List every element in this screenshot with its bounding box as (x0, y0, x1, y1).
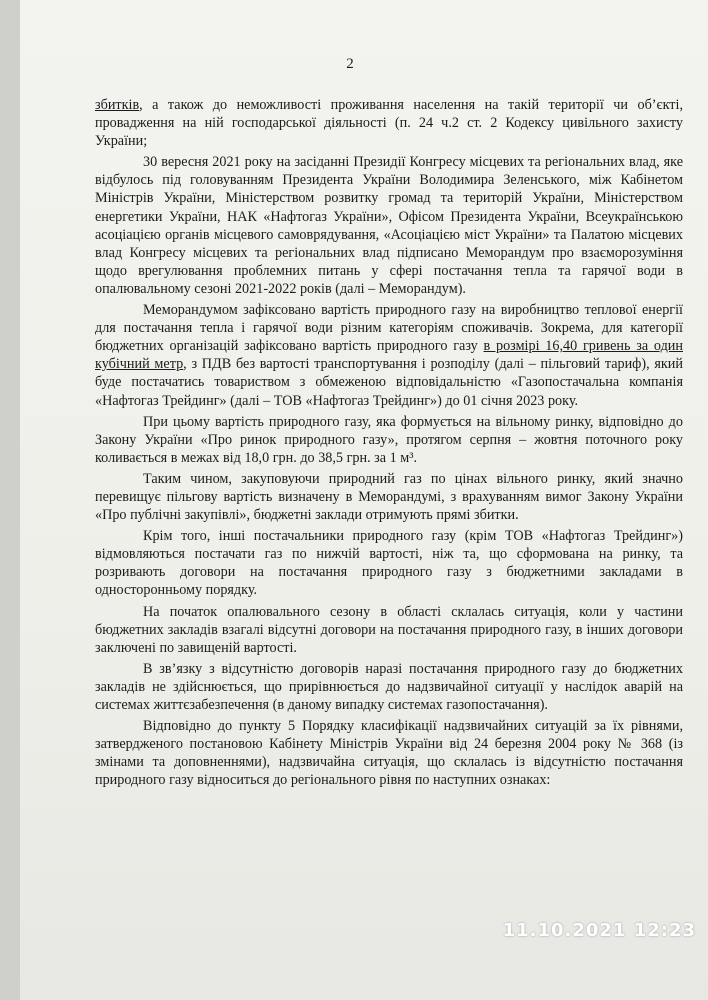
photo-timestamp: 11.10.2021 12:23 (502, 920, 696, 941)
paragraph-text: В зв’язку з відсутністю договорів наразі постачання природного газу до бюджетних закладів не здійснюється, що прирівнюється до надзвичайної ситуації у наслідок аварій на системах життєзабезпечення (в даному випадку системах газопостачання). (95, 660, 683, 713)
paragraph (95, 660, 683, 714)
paragraph (95, 717, 683, 789)
underlined-text: збитків (95, 97, 140, 113)
paragraph (95, 470, 683, 524)
underlined-text: в розмірі 16,40 гривень за один кубічний метр (95, 338, 683, 373)
page-number: 2 (346, 56, 354, 72)
document-page (20, 0, 708, 1000)
paragraph (95, 301, 683, 410)
paragraph-text: Меморандумом зафіксовано вартість природного газу на виробництво теплової енергії для постачання тепла і гарячої води різним категоріям споживачів. Зокрема, для категорії бюджетних організацій зафіксовано вартість природного газу (95, 302, 683, 355)
paragraph (95, 96, 683, 150)
paragraph-text: Відповідно до пункту 5 Порядку класифікації надзвичайних ситуацій за їх рівнями, затвердженого постановою Кабінету Міністрів України від 24 березня 2004 року № 368 (із змінами та доповненнями), надзвичайна ситуація, що склалась із відсутністю постачання природного газу відноситься до регіонального рівня по наступних ознаках: (95, 718, 683, 789)
paragraph-text: 30 вересня 2021 року на засіданні Президії Конгресу місцевих та регіональних влад, яке відбулось під головуванням Президента України Володимира Зеленського, між Кабінетом Міністрів України, Міністерством розвитку громад та територій України, Міністерством енергетики України, НАК «Нафтогаз України», Офісом Президента України, Всеукраїнською асоціацією органів місцевого самоврядування, «Асоціацією міст України» та Палатою місцевих влад Конгресу місцевих та регіональних влад підписано Меморандум про взаєморозуміння щодо врегулювання проблемних питань у сфері постачання тепла та гарячої води в опалювальному сезоні 2021-2022 років (далі – Меморандум). (95, 154, 683, 297)
paragraph (95, 527, 683, 599)
paragraph (95, 153, 683, 298)
paragraph-text: , а також до неможливості проживання населення на такій території чи об’єкті, провадження на ній господарської діяльності (п. 24 ч.2 ст. 2 Кодексу цивільного захисту України; (95, 97, 683, 150)
paragraph (95, 413, 683, 467)
paragraph-text: На початок опалювального сезону в області склалась ситуація, коли у частини бюджетних закладів взагалі відсутні договори на постачання природного газу, в інших договори заключені по завищеній вартості. (95, 603, 683, 656)
paragraph-text: Крім того, інші постачальники природного газу (крім ТОВ «Нафтогаз Трейдинг») відмовляються постачати газ по нижчій вартості, ніж та, що сформована на ринку, та розривають договори на постачання природного газу з бюджетними закладами в односторонньому порядку. (95, 528, 683, 599)
paragraph-text: При цьому вартість природного газу, яка формується на вільному ринку, відповідно до Закону України «Про ринок природного газу», протягом серпня – жовтня поточного року коливається в межах від 18,0 грн. до 38,5 грн. за 1 м³. (95, 413, 683, 466)
paragraph-text: Таким чином, закуповуючи природний газ по цінах вільного ринку, який значно перевищує пільгову вартість визначену в Меморандумі, з врахуванням вимог Закону України «Про публічні закупівлі», бюджетні заклади отримують прямі збитки. (95, 470, 683, 524)
paragraph (95, 603, 683, 657)
paragraph-text: , з ПДВ без вартості транспортування і розподілу (далі – пільговий тариф), який буде постачатись товариством з обмеженою відповідальністю «Газопостачальна компанія «Нафтогаз Трейдинг» (далі – ТОВ «Нафтогаз Трейдинг») до 01 січня 2023 року. (95, 356, 683, 409)
document-body (95, 96, 683, 789)
